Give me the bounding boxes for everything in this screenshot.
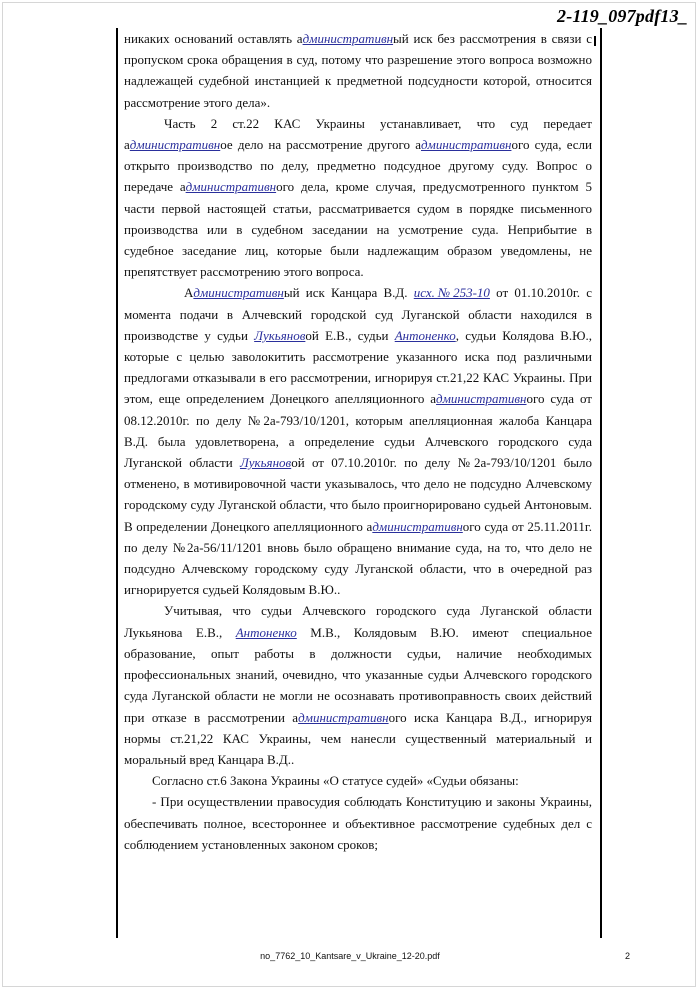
paragraph-5 (124, 770, 592, 791)
paragraph-4 (124, 600, 592, 770)
text-run: ое дело на рассмотрение другого а (220, 137, 421, 153)
footer-filename: no_7762_10_Kantsare_v_Ukraine_12-20.pdf (260, 951, 440, 961)
text-run: Согласно ст.6 Закона Украины «О статусе судей» «Судьи обязаны: (152, 773, 519, 789)
text-run: ой от 07.10.2010г. по делу №2а-793/10/1201 было отменено, в мотивировочной части указывалось, что дело не подсудно Алчевскому городскому суду Луганской области, что было проигнорировано судьей Антоновым. В определении Донецкого апелляционного а (124, 455, 592, 534)
paragraph-6 (124, 791, 592, 855)
text-run: - При осуществлении правосудия соблюдать Конституцию и законы Украины, обеспечивать полное, всестороннее и объективное рассмотрение судебных дел с соблюдением установленных законом сроков; (124, 794, 592, 852)
hyperlink-text[interactable]: Антоненко (235, 624, 297, 640)
text-run: , судьи Колядова В.Ю., которые с целью заволокитить рассмотрение указанного иска под различными предлогами отказывали в его рассмотрении, игнорируя ст.21,22 КАС Украины. При этом, еще определением Донецкого апелляционного а (124, 327, 592, 407)
paragraph-2 (124, 113, 592, 283)
text-run: никаких оснований оставлять а (124, 31, 303, 46)
text-run: А (184, 285, 194, 301)
hyperlink-text[interactable]: исх.№253-10 (413, 285, 490, 301)
paragraph-3 (124, 282, 592, 600)
hyperlink-text[interactable]: дминистративн (436, 391, 527, 407)
document-body (116, 28, 602, 938)
hyperlink-text[interactable]: Лукьянов (239, 455, 292, 471)
hyperlink-text[interactable]: Антоненко (394, 327, 456, 343)
text-run: ой Е.В., судьи (305, 327, 395, 343)
hyperlink-text[interactable]: дминистративн (193, 285, 284, 301)
text-run: Часть 2 ст.22 КАС Украины устанавливает, что суд передает а (124, 115, 592, 153)
document-code: 2-119_097pdf13_ (557, 6, 688, 26)
footer-page-number: 2 (625, 951, 631, 961)
text-run: ого дела, кроме случая, предусмотренного пунктом 5 части первой настоящей статьи, рассматривается судом в порядке письменного производства или в судебном заседании на усмотрение суда. Неприбытие в судебное заседание лиц, которые были надлежащим образом уведомлены, не препятствует рассмотрению этого вопроса. (124, 179, 592, 280)
hyperlink-text[interactable]: дминистративн (302, 31, 394, 46)
text-run: ого суда от 08.12.2010г. по делу №2а-793/10/1201, которым апелляционная жалоба Канцара В.Д. была удовлетворена, а определение судьи Алчевского городского суда Луганской области (124, 391, 592, 471)
text-run: ого суда, если открыто производство по делу, предметно подсудное другому суду. Вопрос о передаче а (124, 137, 593, 195)
hyperlink-text[interactable]: дминистративн (372, 518, 463, 534)
text-run: ый иск Канцара В.Д. (283, 285, 414, 301)
hyperlink-text[interactable]: дминистративн (185, 179, 277, 195)
text-run: от 01.10.2010г. с момента подачи в Алчевский городской суд Луганской области находился в производстве у судьи (124, 285, 592, 343)
text-run: Учитывая, что судьи Алчевского городского суда Луганской области Лукьянова Е.В., (124, 603, 592, 640)
hyperlink-text[interactable]: дминистративн (420, 137, 512, 153)
hyperlink-text[interactable]: дминистративн (298, 709, 389, 725)
text-run: ого суда от 25.11.2011г. по делу №2а-56/11/1201 вновь было обращено внимание суда, на то, что дело не подсудно Алчевскому городскому суду Луганской области, что в очередной раз игнорируется судьей Колядовым В.Ю.. (124, 518, 592, 598)
paragraph-1 (124, 28, 592, 113)
hyperlink-text[interactable]: Лукьянов (254, 327, 306, 343)
hyperlink-text[interactable]: дминистративн (129, 137, 221, 153)
text-run: ый иск без рассмотрения в связи с пропуском срока обращения в суд, потому что разрешение этого вопроса возможно надлежащей судебной инстанцией к предметной подсудности которой, относится рассмотрение этого дела». (124, 31, 592, 110)
text-run: М.В., Колядовым В.Ю. имеют специальное образование, опыт работы в должности судьи, наличие необходимых профессиональных знаний, очевидно, что указанные судьи Алчевского городского суда Луганской области не могли не осознавать противоправность своих действий при отказе в рассмотрении а (124, 624, 592, 725)
text-run: ого иска Канцара В.Д., игнорируя нормы ст.21,22 КАС Украины, чем нанесли существенный материальный и моральный вред Канцара В.Д.. (124, 709, 592, 767)
